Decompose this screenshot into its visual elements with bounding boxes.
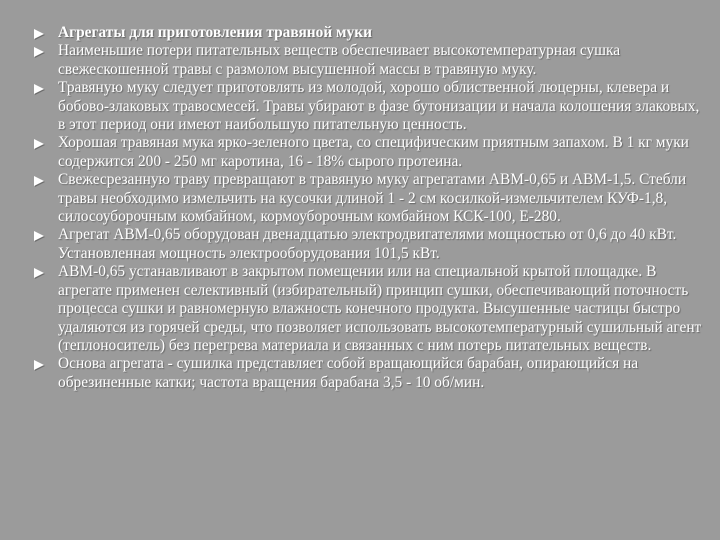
triangle-bullet-icon: [34, 231, 44, 241]
triangle-bullet-icon: [34, 84, 44, 94]
bullet-item: [34, 263, 704, 355]
bullet-text: Наименьшие потери питательных веществ обеспечивает высокотемпературная сушка свежескошенной травы с размолом высушенной массы в травяную муку.: [58, 42, 621, 78]
bullet-list: [34, 24, 704, 392]
bullet-text: Травяную муку следует приготовлять из молодой, хорошо облиственной люцерны, клевера и бобово-злаковых травосмесей. Травы убирают в фазе бутонизации и начала колошения злаковых, в этот период они имеют наибольшую питательную ценность.: [58, 79, 700, 134]
triangle-bullet-icon: [34, 47, 44, 57]
bullet-text: Агрегат АВМ-0,65 оборудован двенадцатью электродвигателями мощностью от 0,6 до 40 кВт. Установленная мощность электрооборудования 101,5 кВт.: [58, 226, 677, 262]
bullet-item: [34, 134, 704, 171]
bullet-text: Основа агрегата - сушилка представляет собой вращающийся барабан, опирающийся на обрезиненные катки; частота вращения барабана 3,5 - 10 об/мин.: [58, 355, 639, 391]
triangle-bullet-icon: [34, 176, 44, 186]
triangle-bullet-icon: [34, 139, 44, 149]
bullet-text: Агрегаты для приготовления травяной муки: [58, 24, 372, 41]
triangle-bullet-icon: [34, 360, 44, 370]
bullet-item: [34, 42, 704, 79]
bullet-item-title: [34, 24, 704, 42]
bullet-item: [34, 79, 704, 134]
bullet-item: [34, 226, 704, 263]
bullet-item: [34, 171, 704, 226]
bullet-text: АВМ-0,65 устанавливают в закрытом помещении или на специальной крытой площадке. В агрегате применен селективный (избирательный) принцип сушки, обеспечивающий поточность процесса сушки и равномерную влажность конечного продукта. Высушенные частицы быстро удаляются из горячей среды, что позволяет использовать высокотемпературный сушильный агент (теплоноситель) без перегрева материала и связанных с ним потерь питательных веществ.: [58, 263, 702, 354]
bullet-item: [34, 355, 704, 392]
bullet-text: Хорошая травяная мука ярко-зеленого цвета, со специфическим приятным запахом. В 1 кг муки содержится 200 - 250 мг каротина, 16 - 18% сырого протеина.: [58, 134, 689, 170]
triangle-bullet-icon: [34, 268, 44, 278]
triangle-bullet-icon: [34, 29, 44, 39]
bullet-text: Свежесрезанную траву превращают в травяную муку агрегатами АВМ-0,65 и АВМ-1,5. Стебли травы необходимо измельчить на кусочки длиной 1 - 2 см косилкой-измельчителем КУФ-1,8, силосоуборочным комбайном, кормоуборочным комбайном КСК-100, Е-280.: [58, 171, 687, 226]
